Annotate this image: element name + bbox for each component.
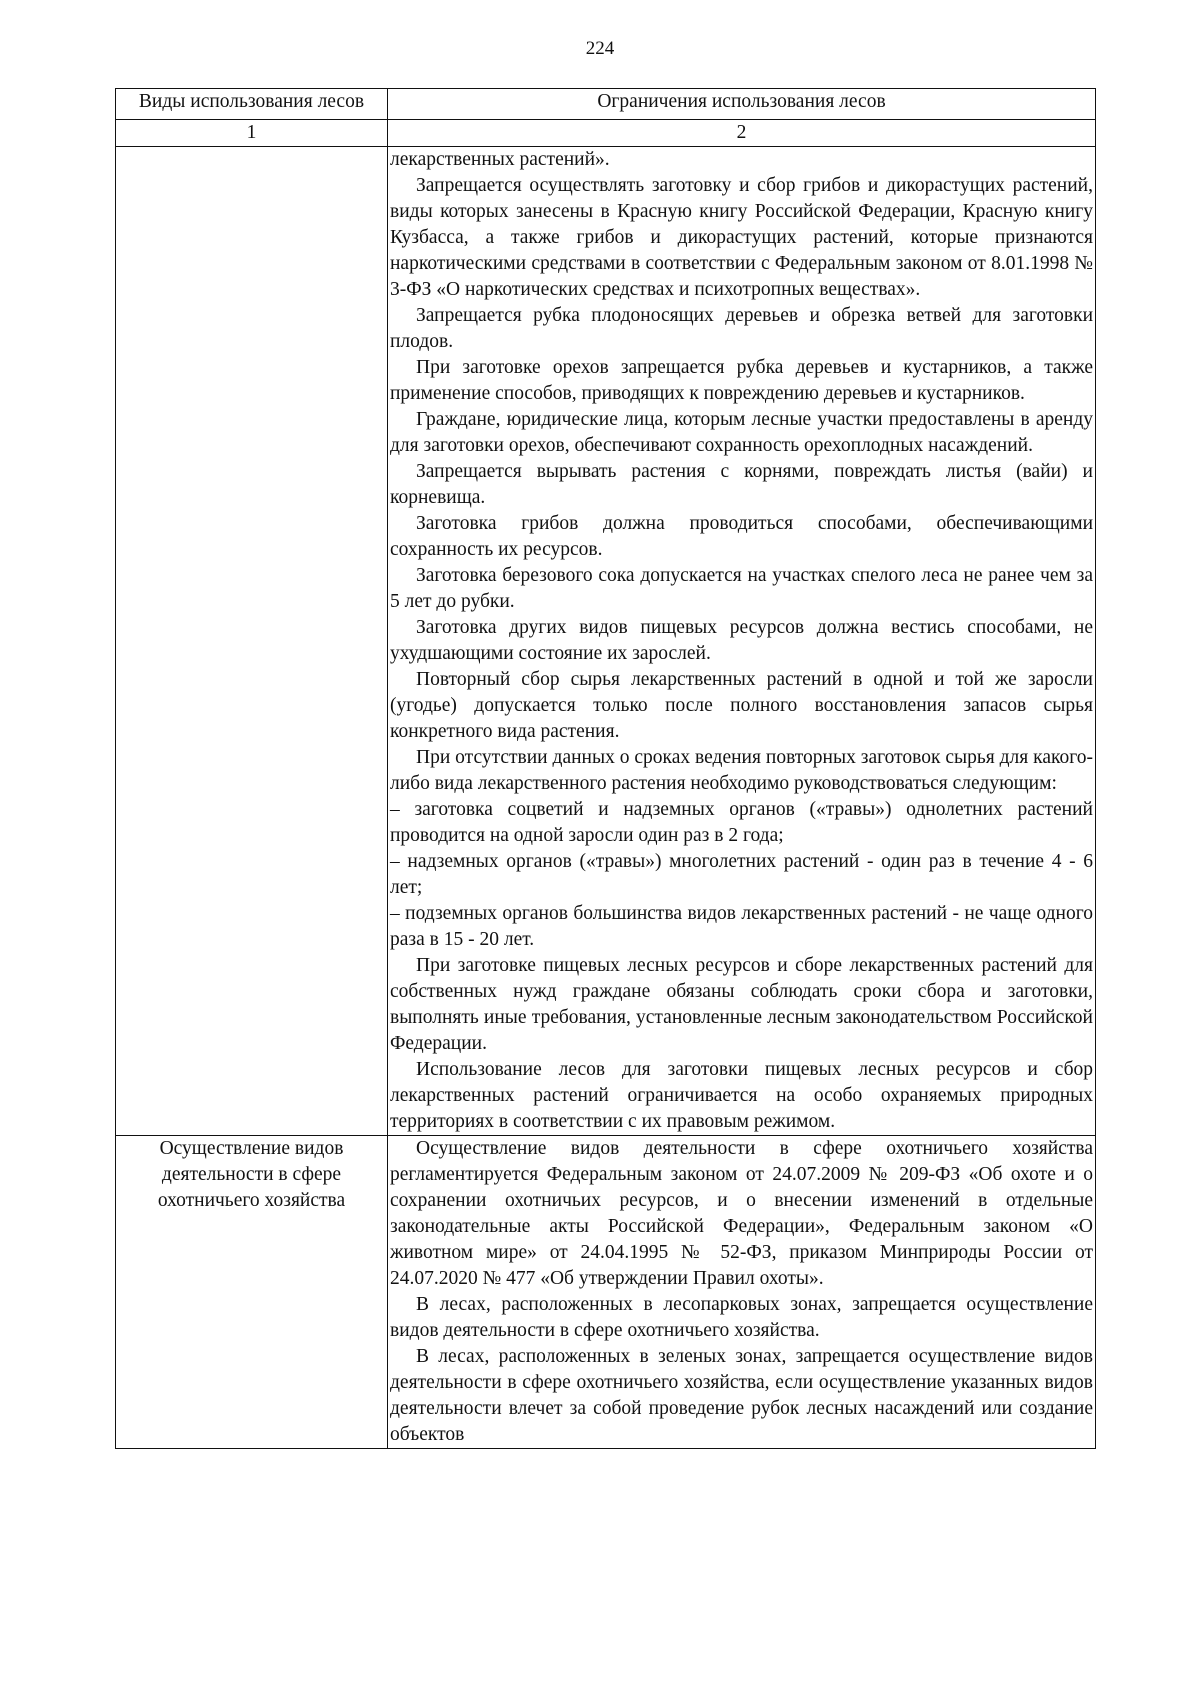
paragraph: В лесах, расположенных в лесопарковых зонах, запрещается осуществление видов деятельности в сфере охотничьего хозяйства. <box>390 1294 1093 1341</box>
column-header-restrictions: Ограничения использования лесов <box>388 89 1096 120</box>
column-number-row <box>116 120 1096 147</box>
restrictions-cell <box>388 1136 1096 1449</box>
paragraph: Использование лесов для заготовки пищевых лесных ресурсов и сбор лекарственных растений ограничивается на особо охраняемых природных территориях в соответствии с их правовым режимом. <box>390 1059 1093 1132</box>
column-number-1: 1 <box>116 120 388 147</box>
paragraph: Запрещается вырывать растения с корнями, повреждать листья (вайи) и корневища. <box>390 461 1093 508</box>
list-item: – заготовка соцветий и надземных органов («травы») однолетних растений проводится на одной заросли один раз в 2 года; <box>390 799 1093 846</box>
list-item: – подземных органов большинства видов лекарственных растений - не чаще одного раза в 15 - 20 лет. <box>390 903 1093 950</box>
paragraph: Запрещается рубка плодоносящих деревьев и обрезка ветвей для заготовки плодов. <box>390 305 1093 352</box>
paragraph: Повторный сбор сырья лекарственных растений в одной и той же заросли (угодье) допускается только после полного восстановления запасов сырья конкретного вида растения. <box>390 669 1093 742</box>
paragraph: Осуществление видов деятельности в сфере охотничьего хозяйства регламентируется Федеральным законом от 24.07.2009 № 209-ФЗ «Об охоте и о сохранении охотничьих ресурсов, и о внесении изменений в отдельные законодательные акты Российской Федерации», Федеральным законом «О животном мире» от 24.04.1995 № 52-ФЗ, приказом Минприроды России от 24.07.2020 № 477 «Об утверждении Правил охоты». <box>390 1138 1093 1289</box>
forest-use-restrictions-table <box>115 88 1096 1449</box>
restrictions-cell <box>388 147 1096 1136</box>
paragraph: Заготовка грибов должна проводиться способами, обеспечивающими сохранность их ресурсов. <box>390 513 1093 560</box>
paragraph: Заготовка березового сока допускается на участках спелого леса не ранее чем за 5 лет до рубки. <box>390 565 1093 612</box>
use-type-cell: Осуществление видов деятельности в сфере охотничьего хозяйства <box>116 1136 388 1449</box>
table-row <box>116 147 1096 1136</box>
paragraph: При заготовке пищевых лесных ресурсов и сборе лекарственных растений для собственных нужд граждане обязаны соблюдать сроки сбора и заготовки, выполнять иные требования, установленные лесным законодательством Российской Федерации. <box>390 955 1093 1054</box>
page-number: 224 <box>585 38 615 59</box>
column-header-use-types: Виды использования лесов <box>116 89 388 120</box>
column-number-2: 2 <box>388 120 1096 147</box>
paragraph: При отсутствии данных о сроках ведения повторных заготовок сырья для какого-либо вида лекарственного растения необходимо руководствоваться следующим: <box>390 747 1093 794</box>
paragraph: Заготовка других видов пищевых ресурсов должна вестись способами, не ухудшающими состояние их зарослей. <box>390 617 1093 664</box>
paragraph: Граждане, юридические лица, которым лесные участки предоставлены в аренду для заготовки орехов, обеспечивают сохранность орехоплодных насаждений. <box>390 409 1093 456</box>
paragraph: При заготовке орехов запрещается рубка деревьев и кустарников, а также применение способов, приводящих к повреждению деревьев и кустарников. <box>390 357 1093 404</box>
paragraph: Запрещается осуществлять заготовку и сбор грибов и дикорастущих растений, виды которых занесены в Красную книгу Российской Федерации, Красную книгу Кузбасса, а также грибов и дикорастущих растений, которые признаются наркотическими средствами в соответствии с Федеральным законом от 8.01.1998 № 3-ФЗ «О наркотических средствах и психотропных веществах». <box>390 175 1093 300</box>
paragraph: лекарственных растений». <box>390 149 610 170</box>
use-type-cell <box>116 147 388 1136</box>
list-item: – надземных органов («травы») многолетних растений - один раз в течение 4 - 6 лет; <box>390 851 1093 898</box>
table-header-row <box>116 89 1096 120</box>
table-row <box>116 1136 1096 1449</box>
paragraph: В лесах, расположенных в зеленых зонах, запрещается осуществление видов деятельности в сфере охотничьего хозяйства, если осуществление указанных видов деятельности влечет за собой проведение рубок лесных насаждений или создание объектов <box>390 1346 1093 1445</box>
